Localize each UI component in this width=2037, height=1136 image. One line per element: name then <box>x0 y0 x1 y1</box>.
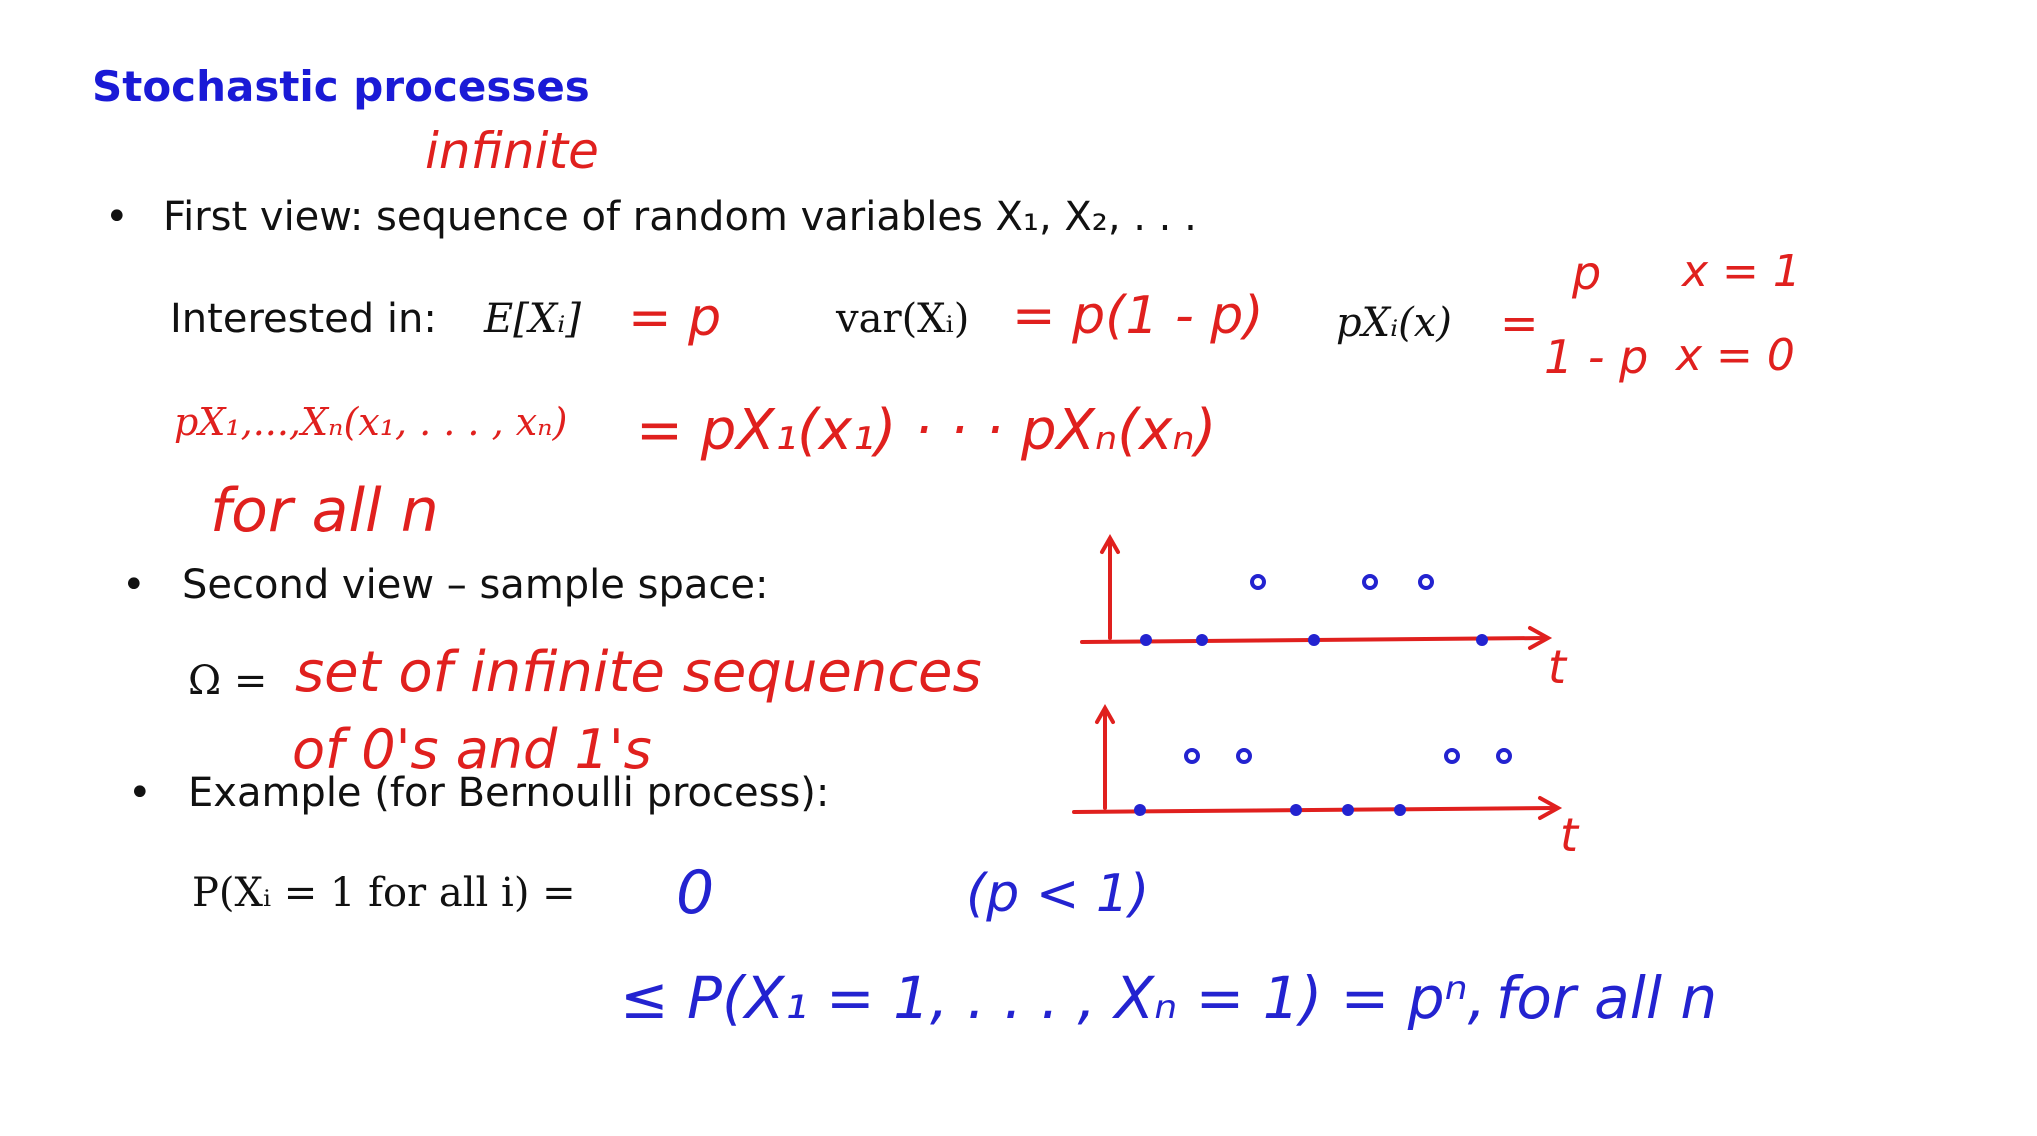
plot1-points <box>1140 576 1488 646</box>
bullet-dot-2: • <box>122 562 146 608</box>
bullet-example: Example (for Bernoulli process): <box>188 770 830 816</box>
path-2-point-7 <box>1446 750 1458 762</box>
path-1-point-3 <box>1252 576 1264 588</box>
path-2-point-1 <box>1134 804 1146 816</box>
annotation-omega-line1: set of infinite sequences <box>295 640 982 705</box>
path-1-point-2 <box>1196 634 1208 646</box>
annotation-p-less-1: (p < 1) <box>966 864 1150 924</box>
expectation-expr: E[Xᵢ] <box>484 296 581 342</box>
path-2-point-2 <box>1186 750 1198 762</box>
joint-pmf-expr: pX₁,...,Xₙ(x₁, . . . , xₙ) <box>174 400 568 444</box>
annotation-omega-line2: of 0's and 1's <box>292 718 652 781</box>
bullet-dot-3: • <box>128 770 152 816</box>
variance-expr: var(Xᵢ) <box>836 296 970 342</box>
plot2-x-axis <box>1074 808 1556 812</box>
omega-expr: Ω = <box>188 658 268 704</box>
path-2-point-6 <box>1394 804 1406 816</box>
annotation-pmf-x0: x = 0 <box>1676 330 1795 381</box>
annotation-zero: 0 <box>676 858 715 928</box>
path-2-point-4 <box>1290 804 1302 816</box>
path-1-point-4 <box>1308 634 1320 646</box>
annotation-expectation-value: = p <box>628 288 722 348</box>
annotation-pmf-1mp: 1 - p <box>1544 330 1649 384</box>
pmf-expr: pXᵢ(x) <box>1336 300 1452 346</box>
annotation-for-all-n-red: for all n <box>210 476 439 546</box>
plot2-points <box>1134 750 1510 816</box>
interested-label: Interested in: <box>170 296 437 342</box>
sample-path-plot-1 <box>1060 530 1580 700</box>
plot1-t-label: t <box>1548 640 1567 694</box>
plot2-t-label: t <box>1560 808 1579 862</box>
path-1-point-6 <box>1420 576 1432 588</box>
page-title: Stochastic processes <box>92 62 590 111</box>
sample-path-plot-2 <box>1060 700 1580 850</box>
path-1-point-1 <box>1140 634 1152 646</box>
annotation-bound: ≤ P(X₁ = 1, . . . , Xₙ = 1) = pⁿ, <box>620 964 1487 1032</box>
path-2-point-3 <box>1238 750 1250 762</box>
path-1-point-5 <box>1364 576 1376 588</box>
bullet-first-view: First view: sequence of random variables X₁, X₂, . . . <box>163 194 1197 240</box>
bullet-second-view: Second view – sample space: <box>182 562 769 608</box>
annotation-pmf-eq: = <box>1500 296 1539 350</box>
bullet-dot-1: • <box>105 194 129 240</box>
prob-all-expr: P(Xᵢ = 1 for all i) = <box>192 870 576 916</box>
annotation-joint-product: = pX₁(x₁) · · · pXₙ(xₙ) <box>636 398 1217 463</box>
annotation-variance-value: = p(1 - p) <box>1012 286 1264 346</box>
annotation-pmf-x1: x = 1 <box>1682 246 1801 297</box>
path-2-point-5 <box>1342 804 1354 816</box>
annotation-pmf-p: p <box>1572 246 1602 300</box>
path-1-point-7 <box>1476 634 1488 646</box>
annotation-infinite: infinite <box>425 122 599 180</box>
path-2-point-8 <box>1498 750 1510 762</box>
annotation-for-all-n-blue: for all n <box>1496 964 1718 1032</box>
